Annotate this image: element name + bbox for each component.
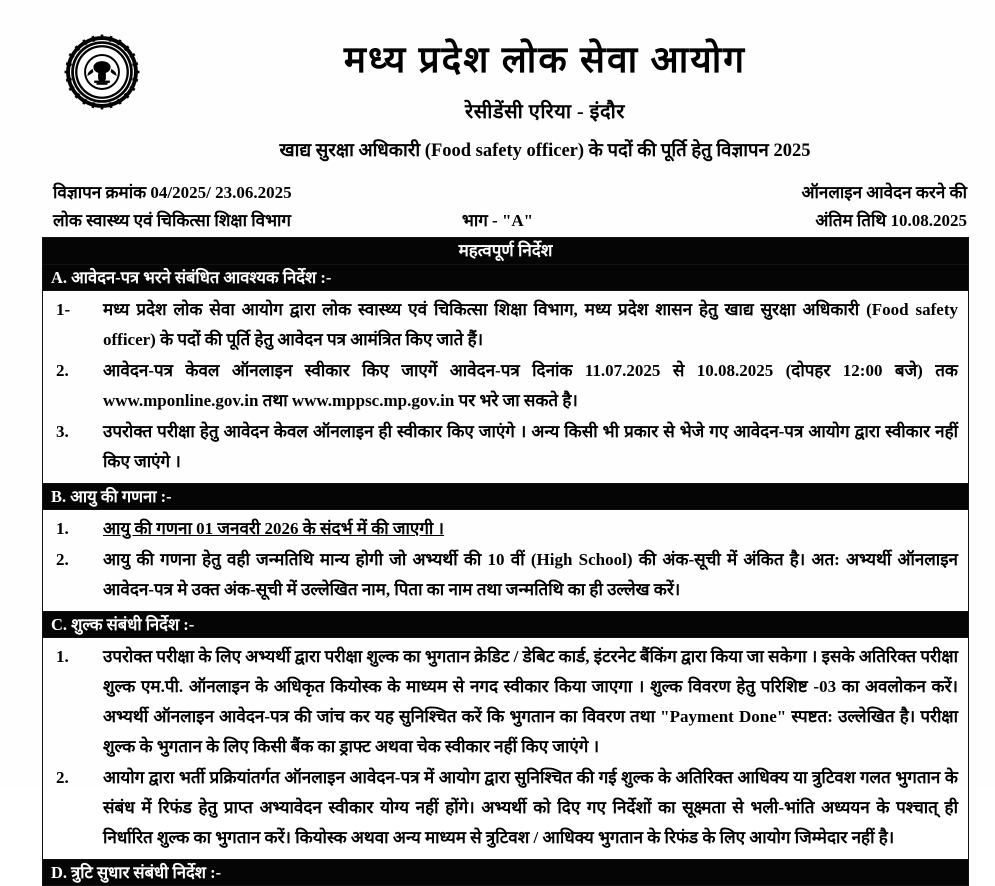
item-text: मध्य प्रदेश लोक सेवा आयोग द्वारा लोक स्वास्थ्य एवं चिकित्सा शिक्षा विभाग, मध्य प्रदेश शासन हेतु खाद्य सुरक्षा अधिकारी (Food safety officer) के पदों की पूर्ति हेतु आवेदन पत्र आमंत्रित किए जाते हैं।: [103, 300, 958, 349]
item-number: 2.: [56, 768, 69, 787]
last-date-line-1: ऑनलाइन आवेदन करने की: [801, 183, 967, 202]
item-text: उपरोक्त परीक्षा हेतु आवेदन केवल ऑनलाइन ही स्वीकार किए जाएंगे । अन्य किसी भी प्रकार से भेजे गए आवेदन-पत्र आयोग द्वारा स्वीकार नहीं किए जाएंगे ।: [103, 422, 958, 471]
section-body-b: [43, 510, 968, 612]
section-heading-b: B. आयु की गणना :-: [43, 484, 968, 510]
item-number: 2.: [56, 361, 69, 380]
organization-name: मध्य प्रदेश लोक सेवा आयोग: [343, 40, 747, 81]
table-title-bar: महत्वपूर्ण निर्देश: [43, 238, 968, 265]
item-number: 3.: [56, 422, 69, 441]
meta-row-2: [0, 208, 995, 236]
section-heading-c: C. शुल्क संबंधी निर्देश :-: [43, 612, 968, 638]
item-number: 2.: [56, 550, 69, 569]
mppsc-emblem-icon: [63, 32, 141, 112]
item-text: आयु की गणना हेतु वही जन्मतिथि मान्य होगी जो अभ्यर्थी की 10 वीं (High School) की अंक-सूची में अंकित है। अत: अभ्यर्थी ऑनलाइन आवेदन-पत्र मे उक्त अंक-सूची में उल्लेखित नाम, पिता का नाम तथा जन्मतिथि का ही उल्लेख करें।: [103, 550, 958, 599]
title-block: [150, 40, 940, 162]
meta-row-1: [0, 180, 995, 208]
item-number: 1.: [56, 647, 69, 666]
document-header: [0, 0, 995, 178]
list-item: [51, 763, 958, 853]
list-item: [51, 642, 958, 762]
list-item: [51, 295, 958, 355]
item-text: आयोग द्वारा भर्ती प्रक्रियांतर्गत ऑनलाइन आवेदन-पत्र में आयोग द्वारा सुनिश्चित की गई शुल्क के अतिरिक्त आधिक्य या त्रुटिवश गलत भुगतान के संबंध में रिफंड हेतु प्राप्त अभ्यावेदन स्वीकार योग्य नहीं होंगे। अभ्यर्थी को दिए गए निर्देशों का सूक्ष्मता से भली-भांति अध्ययन के पश्चात् ही निर्धारित शुल्क का भुगतान करें। कियोस्क अथवा अन्य माध्यम से त्रुटिवश / आधिक्य भुगतान के रिफंड के लिए आयोग जिम्मेदार नहीं है।: [103, 768, 958, 847]
item-number: 1-: [56, 300, 71, 319]
list-item: [51, 356, 958, 416]
section-body-a: [43, 291, 968, 484]
item-text: उपरोक्त परीक्षा के लिए अभ्यर्थी द्वारा परीक्षा शुल्क का भुगतान क्रेडिट / डेबिट कार्ड, इंटरनेट बैंकिंग द्वारा किया जा सकेगा । इसके अतिरिक्त परीक्षा शुल्क एम.पी. ऑनलाइन के अधिकृत कियोस्क के माध्यम से नगद स्वीकार किया जाएगा । शुल्क विवरण हेतु परिशिष्ट -03 का अवलोकन करें। अभ्यर्थी ऑनलाइन आवेदन-पत्र की जांच कर यह सुनिश्चित करें कि भुगतान का विवरण तथा "Payment Done" स्पष्टत: उल्लेखित है। परीक्षा शुल्क के भुगतान के लिए किसी बैंक का ड्राफ्ट अथवा चेक स्वीकार नहीं किए जाएंगे ।: [103, 647, 958, 756]
item-text: आवेदन-पत्र केवल ऑनलाइन स्वीकार किए जाएगें आवेदन-पत्र दिनांक 11.07.2025 से 10.08.2025 (दोपहर 12:00 बजे) तक www.mponline.gov.in तथा www.mppsc.mp.gov.in पर भरे जा सकते है।: [103, 361, 958, 410]
list-item: [51, 545, 958, 605]
list-item: [51, 417, 958, 477]
part-label: भाग - "A": [461, 211, 534, 230]
item-number: 1.: [56, 519, 69, 538]
instructions-table: [42, 237, 969, 886]
section-heading-a: A. आवेदन-पत्र भरने संबंधित आवश्यक निर्देश :-: [43, 265, 968, 291]
section-body-c: [43, 638, 968, 860]
advertisement-number: विज्ञापन क्रमांक 04/2025/ 23.06.2025: [53, 183, 292, 202]
section-heading-d: D. त्रुटि सुधार संबंधी निर्देश :-: [43, 860, 968, 886]
list-item: [51, 514, 958, 544]
department-name: लोक स्वास्थ्य एवं चिकित्सा शिक्षा विभाग: [53, 211, 291, 230]
last-date-line-2: अंतिम तिथि 10.08.2025: [815, 211, 967, 230]
item-text: आयु की गणना 01 जनवरी 2026 के संदर्भ में की जाएगी ।: [103, 519, 444, 538]
advertisement-meta: [0, 180, 995, 236]
organization-address: रेसीडेंसी एरिया - इंदौर: [465, 100, 625, 123]
advertisement-title: खाद्य सुरक्षा अधिकारी (Food safety officer) के पदों की पूर्ति हेतु विज्ञापन 2025: [279, 140, 811, 161]
